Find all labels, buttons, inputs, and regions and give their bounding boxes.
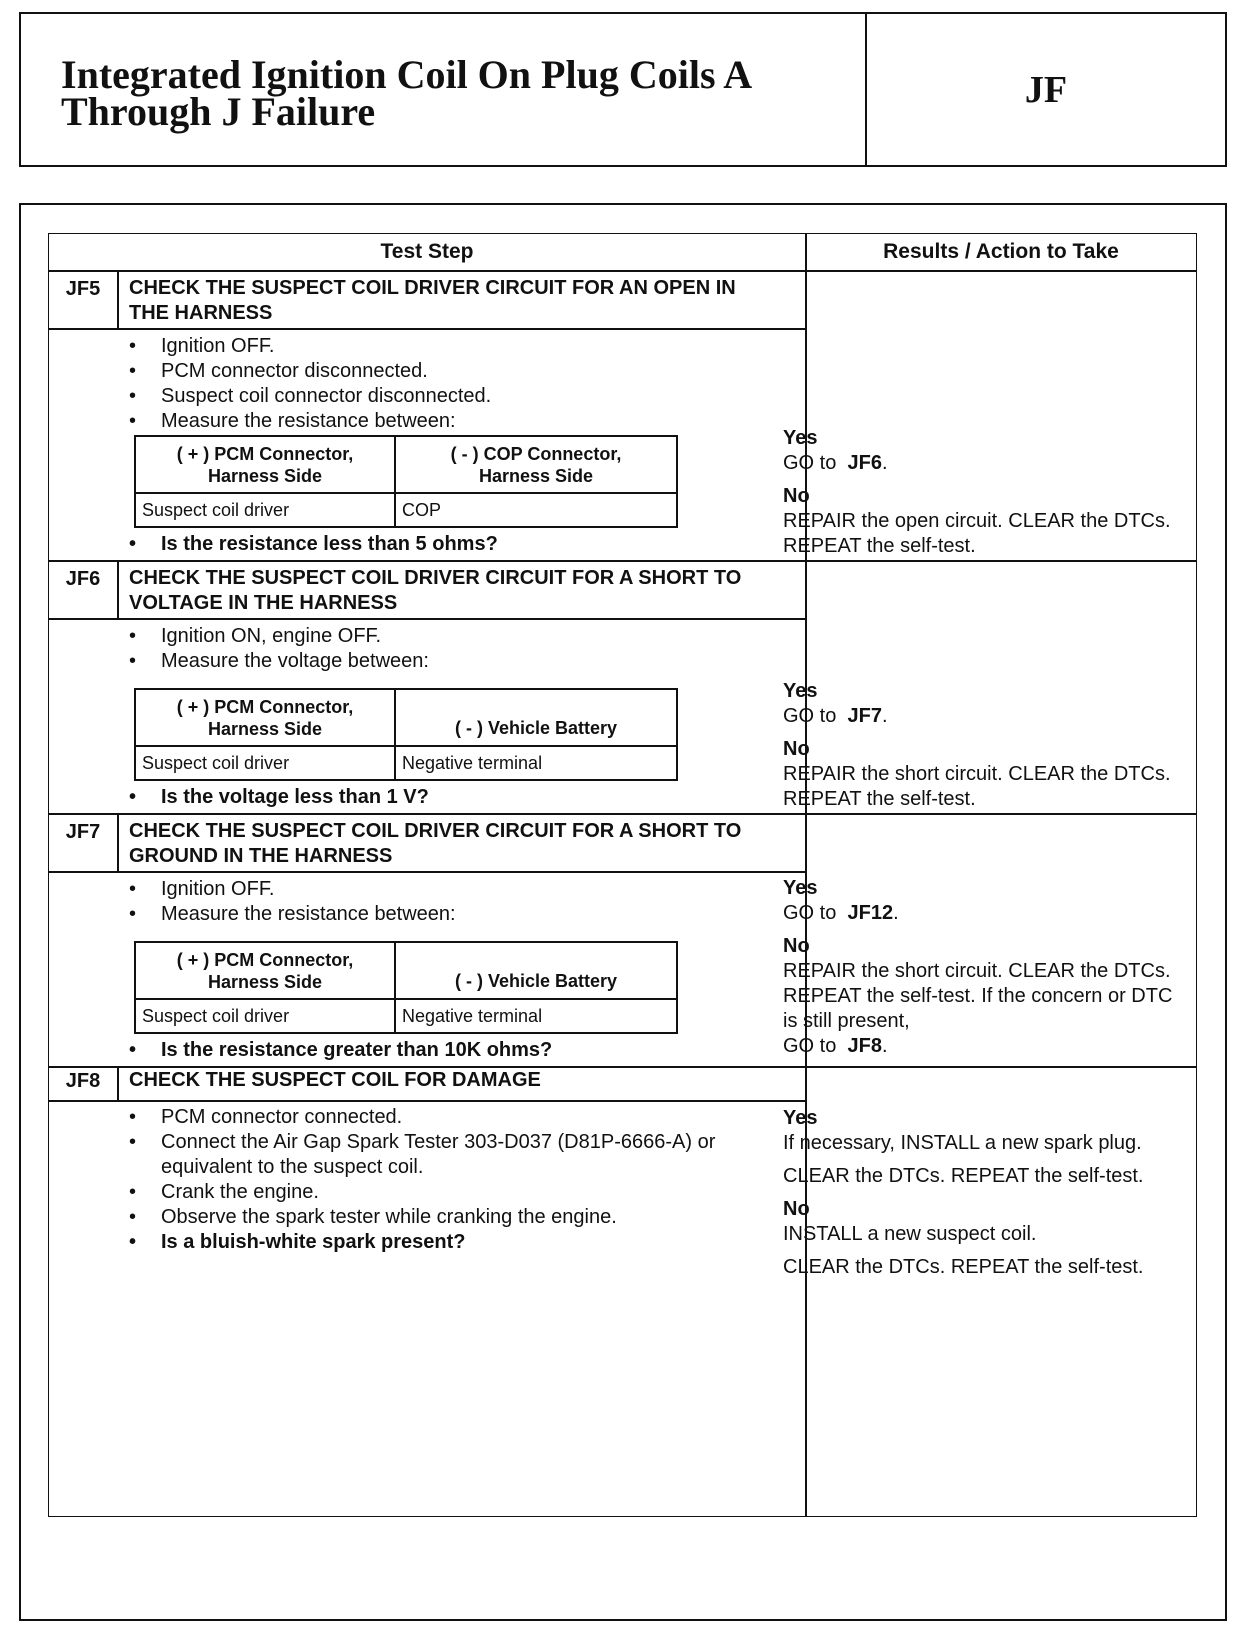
measurement-table (134, 435, 678, 528)
yes-action: GO to (783, 452, 837, 474)
step-ref-link[interactable]: JF6 (847, 452, 882, 474)
list-item: • Crank the engine. (117, 1180, 797, 1205)
measurement-header-positive: ( + ) PCM Connector, Harness Side (136, 437, 396, 492)
id-divider (117, 560, 119, 618)
step-question (117, 785, 797, 810)
step-ref-link[interactable]: JF8 (847, 1035, 882, 1057)
measurement-cell: COP (402, 499, 442, 520)
title-divider (49, 871, 805, 873)
step-question (117, 1038, 797, 1063)
measurement-header-negative: ( - ) Vehicle Battery (454, 971, 618, 991)
page-header (19, 12, 1227, 167)
step-results (783, 1106, 1183, 1280)
measurement-cell: Negative terminal (402, 1005, 543, 1026)
yes-action: If necessary, INSTALL a new spark plug. (783, 1132, 1142, 1154)
measurement-header-positive: ( + ) PCM Connector, Harness Side (136, 690, 396, 745)
step-results: Yes GO to JF12. No REPAIR the short circuit. CLEAR the DTCs. REPEAT the self-test. If the concern or DTC is still present, GO to JF8. (783, 876, 1183, 1059)
list-item: • Measure the voltage between: (117, 649, 797, 674)
no-action: REPAIR the short circuit. CLEAR the DTCs. REPEAT the self-test. (783, 763, 1171, 810)
title-divider (49, 328, 805, 330)
no-label: No (783, 485, 810, 507)
measurement-cell: Negative terminal (402, 752, 543, 773)
yes-label: Yes (783, 1107, 818, 1129)
list-item: • Ignition ON, engine OFF. (117, 624, 797, 649)
step-id: JF6 (65, 568, 101, 590)
no-label: No (783, 1198, 810, 1220)
step-ref-link[interactable]: JF7 (847, 705, 882, 727)
yes-action: GO to (783, 705, 837, 727)
step-bullets (117, 877, 797, 927)
yes-action: GO to (783, 902, 837, 924)
id-divider (117, 1066, 119, 1100)
list-item: • Measure the resistance between: (117, 902, 797, 927)
step-id: JF5 (65, 278, 101, 300)
no-action: INSTALL a new suspect coil. (783, 1223, 1037, 1245)
header-results: Results / Action to Take (883, 240, 1119, 263)
list-item: • Measure the resistance between: (117, 409, 797, 434)
step-id: JF8 (65, 1070, 101, 1092)
no-label: No (783, 738, 810, 760)
list-item: • Ignition OFF. (117, 334, 797, 359)
yes-action-continued: CLEAR the DTCs. REPEAT the self-test. (783, 1165, 1144, 1187)
list-item: • Suspect coil connector disconnected. (117, 384, 797, 409)
question-text: • Is the resistance less than 5 ohms? (117, 532, 797, 557)
no-action-continued: CLEAR the DTCs. REPEAT the self-test. (783, 1256, 1144, 1278)
list-item: • Connect the Air Gap Spark Tester 303-D037 (D81P-6666-A) or equivalent to the suspect coil. (117, 1130, 797, 1180)
no-label: No (783, 935, 810, 957)
no-action: REPAIR the open circuit. CLEAR the DTCs. REPEAT the self-test. (783, 510, 1171, 557)
measurement-cell: Suspect coil driver (136, 747, 396, 779)
step-ref-link[interactable]: JF12 (847, 902, 894, 924)
step-question (117, 532, 797, 557)
list-item: • PCM connector disconnected. (117, 359, 797, 384)
list-item: • Observe the spark tester while cranking the engine. (117, 1205, 797, 1230)
section-code: JF (1024, 68, 1068, 111)
step-results: Yes GO to JF6. No REPAIR the open circuit. CLEAR the DTCs. REPEAT the self-test. (783, 426, 1183, 559)
list-item: • Ignition OFF. (117, 877, 797, 902)
measurement-header-negative: ( - ) COP Connector, Harness Side (450, 443, 622, 486)
question-text: • Is the voltage less than 1 V? (117, 785, 797, 810)
step-id: JF7 (65, 821, 101, 843)
question-text: • Is a bluish-white spark present? (117, 1230, 797, 1255)
id-divider (117, 270, 119, 328)
measurement-header-negative: ( - ) Vehicle Battery (454, 718, 618, 738)
yes-label: Yes (783, 427, 818, 449)
yes-label: Yes (783, 877, 818, 899)
no-action-continued: GO to (783, 1035, 837, 1057)
no-action: REPAIR the short circuit. CLEAR the DTCs. REPEAT the self-test. If the concern or DTC is still present, (783, 960, 1173, 1032)
step-title: CHECK THE SUSPECT COIL DRIVER CIRCUIT FOR A SHORT TO GROUND IN THE HARNESS (129, 820, 742, 867)
step-title: CHECK THE SUSPECT COIL DRIVER CIRCUIT FOR A SHORT TO VOLTAGE IN THE HARNESS (129, 567, 742, 614)
step-title: CHECK THE SUSPECT COIL FOR DAMAGE (129, 1069, 541, 1091)
step-bullets (117, 1105, 797, 1255)
step-bullets (117, 624, 797, 674)
step-title: CHECK THE SUSPECT COIL DRIVER CIRCUIT FOR AN OPEN IN THE HARNESS (129, 277, 736, 324)
test-step-table (48, 233, 1197, 1517)
header-test-step: Test Step (380, 240, 474, 263)
question-text: • Is the resistance greater than 10K ohms? (117, 1038, 797, 1063)
measurement-table (134, 688, 678, 781)
yes-label: Yes (783, 680, 818, 702)
measurement-cell: Suspect coil driver (136, 1000, 396, 1032)
page-title: Integrated Ignition Coil On Plug Coils A Through J Failure (61, 52, 750, 134)
step-results: Yes GO to JF7. No REPAIR the short circuit. CLEAR the DTCs. REPEAT the self-test. (783, 679, 1183, 812)
measurement-header-positive: ( + ) PCM Connector, Harness Side (136, 943, 396, 998)
title-divider (49, 618, 805, 620)
step-bullets (117, 334, 797, 434)
id-divider (117, 813, 119, 871)
measurement-table (134, 941, 678, 1034)
title-divider (49, 1100, 805, 1102)
measurement-cell: Suspect coil driver (136, 494, 396, 526)
list-item: • PCM connector connected. (117, 1105, 797, 1130)
